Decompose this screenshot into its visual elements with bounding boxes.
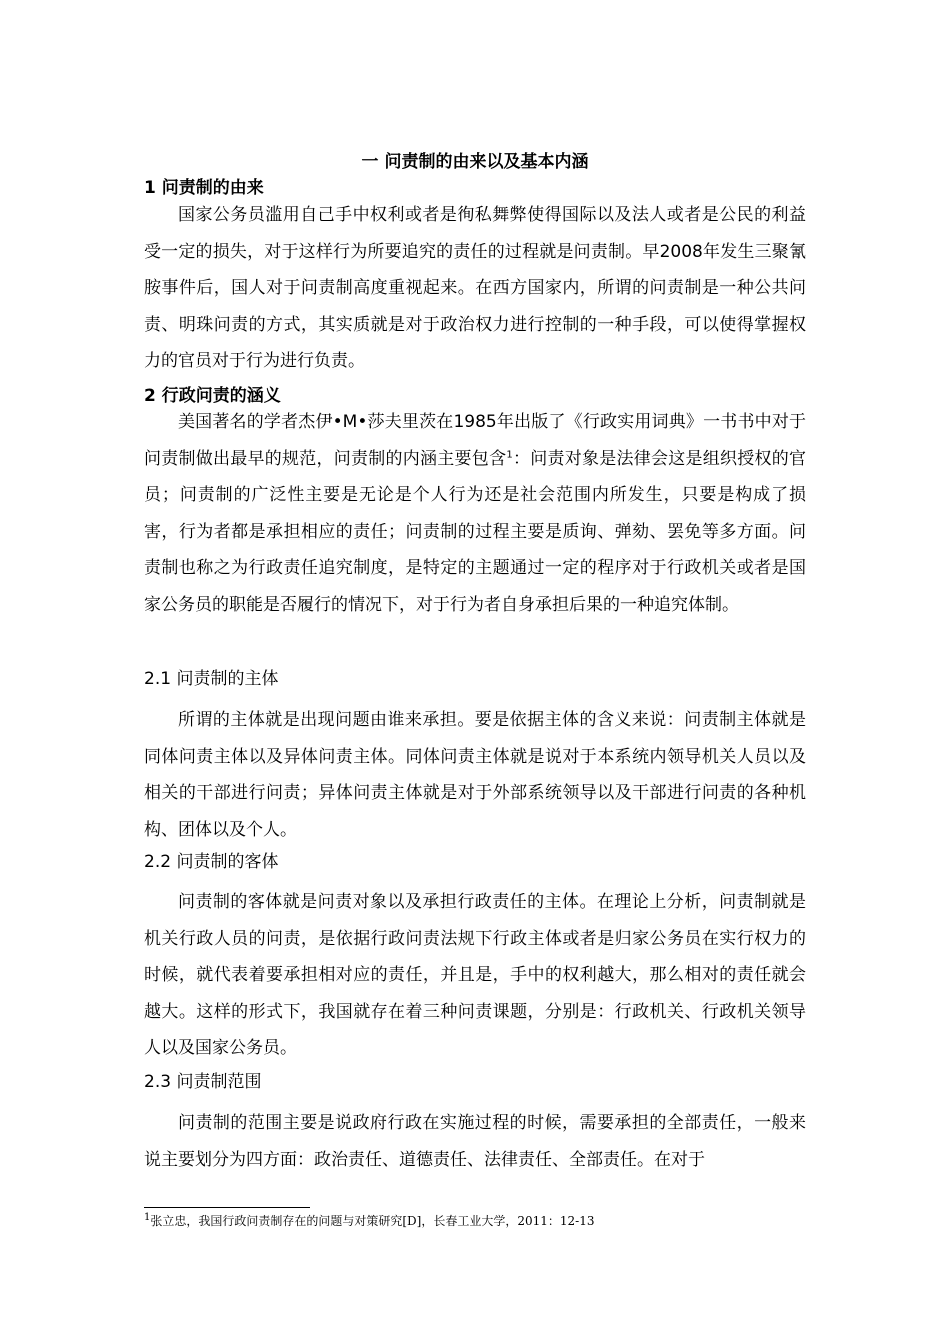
footnote-mark: 1 [144, 1212, 151, 1223]
section-heading-1: 1 问责制的由来 [144, 178, 264, 198]
section-paragraph-1: 国家公务员滥用自己手中权利或者是徇私舞弊使得国际以及法人或者是公民的利益受一定的损失，对于这样行为所要追究的责任的过程就是问责制。早2008年发生三聚氰胺事件后，国人对于问责制高度重视起来。在西方国家内，所谓的问责制是一种公共问责、明珠问责的方式，其实质就是对于政治权力进行控制的一种手段，可以使得掌握权力的官员对于行为进行负责。 [144, 205, 806, 372]
footnote [144, 1212, 595, 1230]
paragraph-text-before-ref: 美国著名的学者杰伊•M•莎夫里茨在1985年出版了《行政实用词典》一书书中对于问责制做出最早的规范，问责制的内涵主要包含 [144, 412, 806, 469]
section-paragraph-2-3: 问责制的范围主要是说政府行政在实施过程的时候，需要承担的全部责任，一般来说主要划分为四方面：政治责任、道德责任、法律责任、全部责任。在对于 [144, 1113, 806, 1170]
section-paragraph-2 [144, 404, 806, 624]
footnote-reference-mark: 1 [506, 448, 513, 460]
section-heading-2-1: 2.1 问责制的主体 [144, 669, 279, 689]
footnote-separator [144, 1207, 310, 1208]
document-title: 一 问责制的由来以及基本内涵 [361, 152, 589, 172]
section-heading-2-2: 2.2 问责制的客体 [144, 852, 279, 872]
section-paragraph-2-1: 所谓的主体就是出现问题由谁来承担。要是依据主体的含义来说：问责制主体就是同体问责主体以及异体问责主体。同体问责主体就是说对于本系统内领导机关人员以及相关的干部进行问责；异体问责主体就是对于外部系统领导以及干部进行问责的各种机构、团体以及个人。 [144, 710, 806, 840]
section-paragraph-2-2: 问责制的客体就是问责对象以及承担行政责任的主体。在理论上分析，问责制就是机关行政人员的问责，是依据行政问责法规下行政主体或者是归家公务员在实行权力的时候，就代表着要承担相对应的责任，并且是，手中的权利越大，那么相对的责任就会越大。这样的形式下，我国就存在着三种问责课题，分别是：行政机关、行政机关领导人以及国家公务员。 [144, 892, 806, 1059]
footnote-text: 张立忠，我国行政问责制存在的问题与对策研究[D]，长春工业大学，2011：12-13 [150, 1214, 595, 1228]
paragraph-text-after-ref: ：问责对象是法律会这是组织授权的官员；问责制的广泛性主要是无论是个人行为还是社会范围内所发生，只要是构成了损害，行为者都是承担相应的责任；问责制的过程主要是质询、弹劾、罢免等多方面。问责制也称之为行政责任追究制度，是特定的主题通过一定的程序对于行政机关或者是国家公务员的职能是否履行的情况下，对于行为者自身承担后果的一种追究体制。 [144, 448, 807, 615]
section-heading-2-3: 2.3 问责制范围 [144, 1072, 262, 1092]
section-heading-2: 2 行政问责的涵义 [144, 386, 281, 406]
